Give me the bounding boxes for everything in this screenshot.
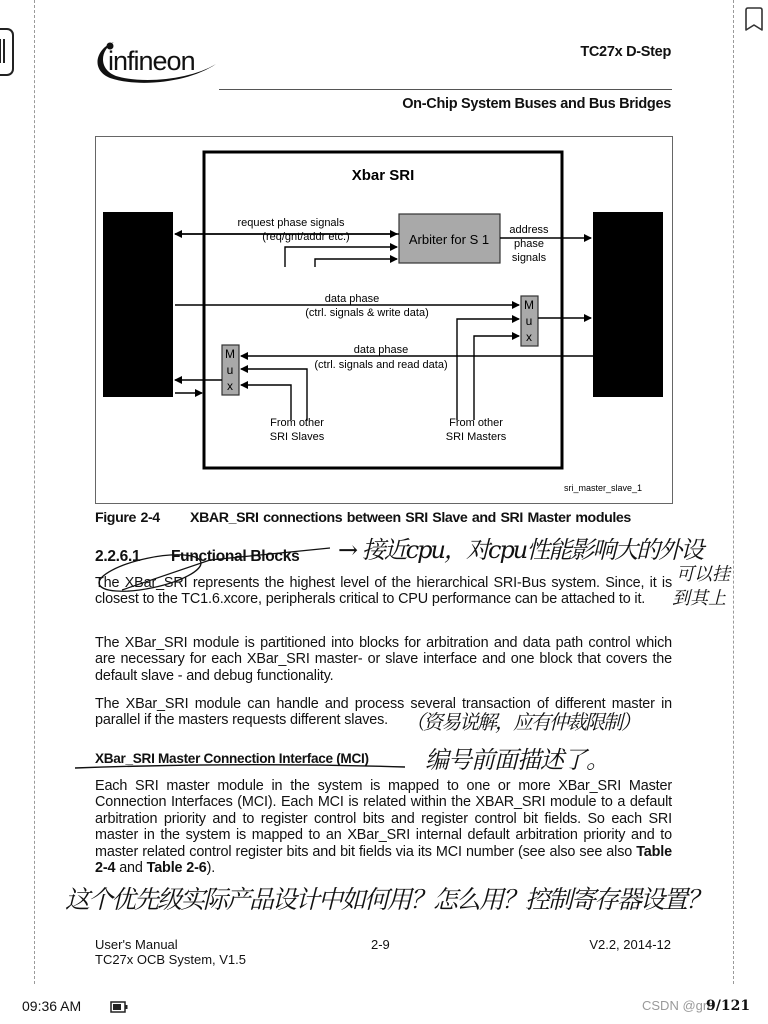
request-input-2 bbox=[285, 247, 397, 267]
mci-text: Each SRI master module in the system is mapped to one or more XBar_SRI Master Connection Interfaces (MCI). Each MCI is related within the XBAR_SRI module to a default arbitration priority and to register control bits and register control bit fields. So each SRI master in the system is mapped to an XBar_SRI internal default arbitration priority and to master related control register bits and bit fields via its MCI number (see also see also bbox=[95, 778, 672, 860]
figure-caption-text: XBAR_SRI connections between SRI Slave and SRI Master modules bbox=[190, 510, 631, 526]
slave-module-block bbox=[593, 212, 663, 397]
header-rule bbox=[219, 89, 672, 90]
write-label-1: data phase bbox=[324, 293, 380, 305]
sidebar-handle-icon[interactable] bbox=[0, 28, 14, 76]
address-label-2: phase bbox=[514, 238, 544, 250]
battery-icon bbox=[110, 1000, 128, 1018]
footer-system: TC27x OCB System, V1.5 bbox=[95, 951, 246, 967]
paragraph-1: The XBar_SRI represents the highest level of the hierarchical SRI-Bus system. Since, it is closest to the TC1.6.xcore, peripherals critical to CPU performance can be attached to it. bbox=[95, 575, 672, 608]
masters-label-1: From other bbox=[449, 417, 503, 429]
request-input-3 bbox=[315, 259, 397, 267]
logo-text: infineon bbox=[108, 46, 195, 76]
request-label-1: request phase signals bbox=[237, 217, 345, 229]
handwritten-note-3: 编号前面描述了。 bbox=[425, 746, 609, 774]
read-mux-x: x bbox=[227, 379, 233, 393]
right-margin-guide bbox=[733, 0, 734, 984]
infineon-logo bbox=[92, 36, 222, 91]
read-label-1: data phase bbox=[353, 344, 409, 356]
footer-left bbox=[95, 938, 246, 967]
status-time: 09:36 AM bbox=[22, 998, 82, 1014]
footer-manual: User's Manual bbox=[95, 937, 178, 952]
footer-page-number: 2-9 bbox=[371, 937, 390, 952]
figure-caption bbox=[95, 510, 631, 526]
write-mux-input-2 bbox=[457, 319, 519, 420]
document-title: TC27x D-Step bbox=[580, 44, 671, 60]
read-label-2: (ctrl. signals and read data) bbox=[314, 359, 448, 371]
address-label-1: address bbox=[509, 224, 549, 236]
footer-version: V2.2, 2014-12 bbox=[589, 937, 671, 952]
write-mux-input-3 bbox=[474, 336, 519, 420]
address-label-3: signals bbox=[511, 252, 547, 264]
mci-tail: ). bbox=[206, 860, 216, 877]
write-label-2: (ctrl. signals & write data) bbox=[305, 307, 429, 319]
subsection-heading: XBar_SRI Master Connection Interface (MCI) bbox=[95, 751, 369, 766]
master-module-block bbox=[103, 212, 173, 397]
read-mux-u: u bbox=[226, 363, 234, 377]
page-indicator[interactable]: 9/121 bbox=[706, 998, 751, 1014]
arbiter-label: Arbiter for S 1 bbox=[408, 232, 490, 247]
masters-label-2: SRI Masters bbox=[445, 431, 507, 443]
handwritten-note-1: → 接近cpu，对cpu性能影响大的外设 bbox=[338, 536, 703, 564]
slaves-label-2: SRI Slaves bbox=[269, 431, 325, 443]
section-title: Functional Blocks bbox=[171, 548, 300, 565]
read-mux-m: M bbox=[225, 347, 235, 361]
write-mux-x: x bbox=[526, 330, 532, 344]
write-mux-u: u bbox=[525, 314, 533, 328]
read-mux-input-2 bbox=[241, 369, 307, 420]
table-ref-2[interactable]: Table 2-6 bbox=[146, 860, 207, 877]
paragraph-3: The XBar_SRI module can handle and process several transaction of different master in parallel if the masters requests different slaves. bbox=[95, 696, 672, 729]
paragraph-2: The XBar_SRI module is partitioned into blocks for arbitration and data path control which are necessary for each XBar_SRI master- or slave interface and one block that covers the default slave - and debug functionality. bbox=[95, 635, 672, 684]
handwritten-note-4: 这个优先级实际产品设计中如何用？怎么用？控制寄存器设置？ bbox=[65, 885, 710, 914]
read-mux-input-3 bbox=[241, 385, 291, 420]
request-label-2: (req/gnt/addr etc.) bbox=[262, 231, 350, 243]
paragraph-mci bbox=[95, 778, 672, 876]
figure-number: Figure 2-4 bbox=[95, 510, 160, 526]
handwritten-note-1c: 到其上 bbox=[672, 588, 726, 609]
figure-id: sri_master_slave_1 bbox=[563, 483, 642, 493]
mci-and: and bbox=[115, 860, 147, 877]
handwritten-note-1b: 可以挂 bbox=[676, 564, 730, 585]
bookmark-icon[interactable] bbox=[743, 7, 765, 38]
watermark: CSDN @gre bbox=[642, 998, 715, 1013]
slaves-label-1: From other bbox=[270, 417, 324, 429]
write-mux-m: M bbox=[524, 298, 534, 312]
section-number: 2.2.6.1 bbox=[95, 548, 141, 565]
left-margin-guide bbox=[34, 0, 35, 984]
table-ref-1[interactable]: Table 2-4 bbox=[95, 843, 672, 877]
figure-frame bbox=[95, 136, 673, 504]
chapter-title: On-Chip System Buses and Bus Bridges bbox=[402, 96, 671, 112]
section-heading bbox=[95, 548, 299, 566]
handwritten-note-2: （资易说解，应有仲裁限制） bbox=[405, 710, 639, 734]
xbar-title: Xbar SRI bbox=[351, 167, 415, 184]
xbar-sri-diagram bbox=[96, 137, 672, 503]
